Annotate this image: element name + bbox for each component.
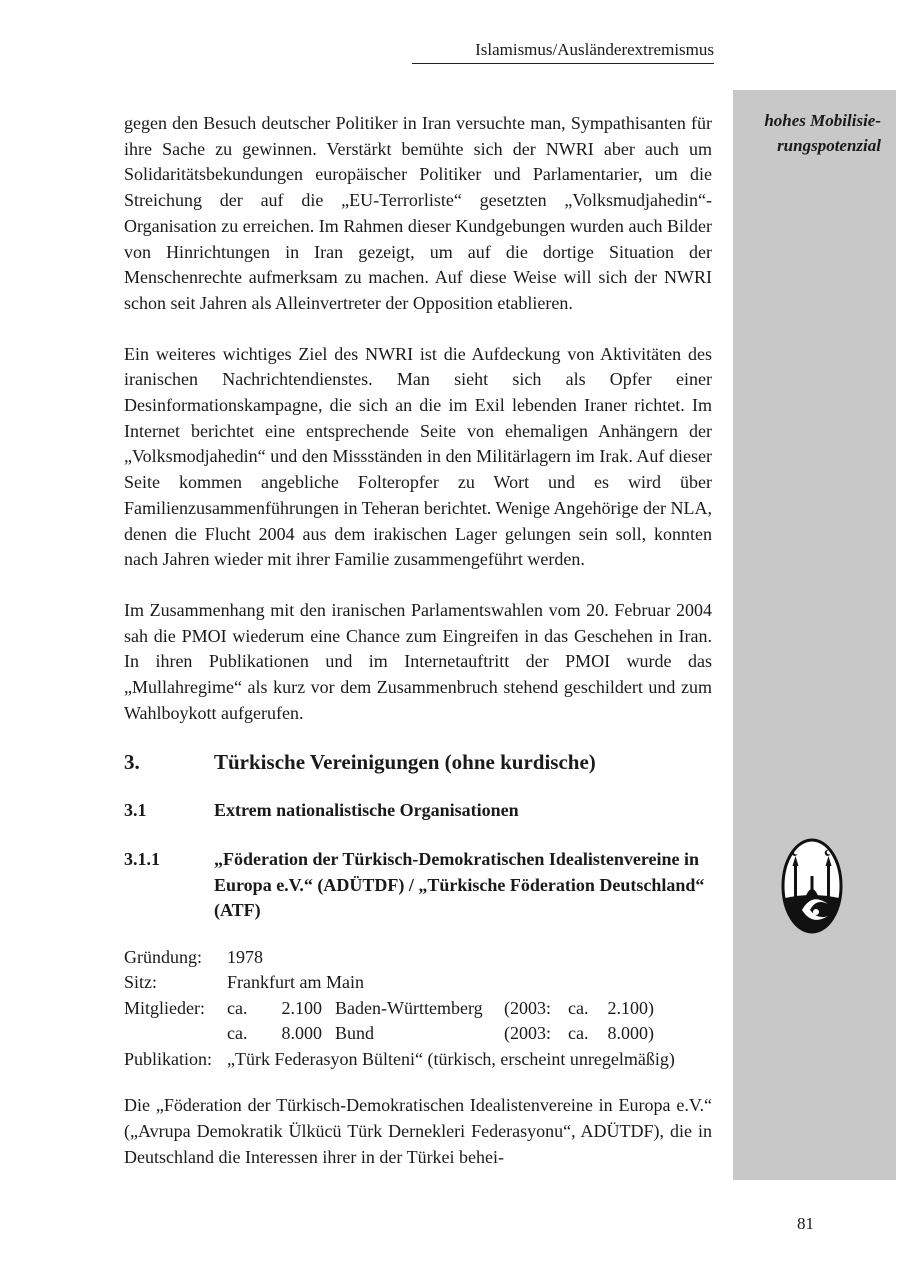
fact-members-row [124,996,712,1022]
fact-label: Sitz: [124,972,158,993]
fact-value: Frankfurt am Main [227,972,364,993]
section-title: „Föderation der Türkisch-Demokratischen Idealistenvereine in Europa e.V.“ (ADÜTDF) / „Türkische Föderation Deutschland“ (ATF) [214,849,705,921]
fact-label: Gründung: [124,946,202,967]
members-ca: ca. [227,1023,248,1044]
fact-label: Mitglieder: [124,997,205,1018]
members-prev-ca: ca. [568,1023,589,1044]
page-number: 81 [797,1214,814,1233]
section-title: Türkische Vereinigungen (ohne kurdische) [214,750,596,775]
fact-founding [124,945,712,971]
fact-members-row [124,1021,712,1047]
section-number: 3. [124,750,140,775]
running-title: Islamismus/Ausländerextremismus [475,40,714,59]
section-heading-3-1 [124,798,712,823]
members-prev-year: (2003: [504,997,551,1018]
fact-value: „Türk Federasyon Bülteni“ (türkisch, erscheint unregelmäßig) [227,1048,675,1069]
members-prev-count: 8.000) [607,1023,654,1044]
fact-label-empty [124,1021,227,1047]
running-header [412,38,714,64]
members-count: 2.100 [281,997,322,1018]
three-crescents-mosque-emblem-icon [780,836,844,936]
section-number: 3.1.1 [124,849,160,870]
organization-facts [124,945,712,1073]
members-region: Baden-Württemberg [335,997,483,1018]
members-prev-year: (2003: [504,1023,551,1044]
members-prev-ca: ca. [568,997,589,1018]
fact-publication [124,1047,712,1073]
section-number: 3.1 [124,800,147,821]
members-ca: ca. [227,997,248,1018]
fact-seat [124,970,712,996]
margin-note: hohes Mobilisie-rungspotenzial [764,111,881,155]
members-prev-count: 2.100) [607,997,654,1018]
fact-label: Publikation: [124,1048,213,1069]
members-region: Bund [335,1023,375,1044]
section-title: Extrem nationalistische Organisationen [214,800,519,821]
paragraph-3: Im Zusammenhang mit den iranischen Parlamentswahlen vom 20. Februar 2004 sah die PMOI wiederum eine Chance zum Eingreifen in das Geschehen in Iran. In ihren Publikationen und im Internetauftritt der PMOI wurde das „Mullahregime“ als kurz vor dem Zusammenbruch stehend geschildert und zum Wahlboykott aufgerufen. [124,599,712,723]
paragraph-2: Ein weiteres wichtiges Ziel des NWRI ist die Aufdeckung von Aktivitäten des iranischen Nachrichtendienstes. Man sieht sich als Opfer einer Desinformationskampagne, die sich an die im Exil lebenden Iraner richtet. Im Internet berichtet eine entsprechende Seite von ehemaligen Anhängern der „Volksmodjahedin“ und den Missständen in den Militärlagern im Irak. Auf dieser Seite kommen angebliche Folteropfer zu Wort und es wird über Familienzusammenführungen in Teheran berichtet. Wenige Angehörige der NLA, denen die Flucht 2004 aus dem irakischen Lager gelungen sein soll, konnten nach Jahren wieder mit ihrer Familie zusammengeführt werden. [124,343,712,570]
paragraph-4: Die „Föderation der Türkisch-Demokratischen Idealistenvereine in Europa e.V.“ („Avrupa Demokratik Ülkücü Türk Dernekleri Federasyonu“, ADÜTDF), die in Deutschland die Interessen ihrer in der Türkei behei- [124,1095,712,1167]
section-heading-3 [124,748,712,776]
paragraph-1: gegen den Besuch deutscher Politiker in Iran versuchte man, Sympathisanten für ihre Sache zu gewinnen. Verstärkt bemühte sich der NWRI aber auch um Solidaritätsbekundungen europäischer Politiker und Parlamentarier, um die Streichung der auf die „EU-Terrorliste“ gesetzten „Volksmudjahedin“-Organisation zu erreichen. Im Rahmen dieser Kundgebungen wurden auch Bilder von Hinrichtungen in Iran gezeigt, um auf die dortige Situation der Menschenrechte aufmerksam zu machen. Auf diese Weise will sich der NWRI schon seit Jahren als Alleinvertreter der Opposition etablieren. [124,113,712,313]
fact-value: 1978 [227,946,263,967]
main-text-column [124,111,712,1171]
section-heading-3-1-1 [124,847,712,924]
members-count: 8.000 [281,1023,322,1044]
margin-sidebar [733,90,896,1180]
